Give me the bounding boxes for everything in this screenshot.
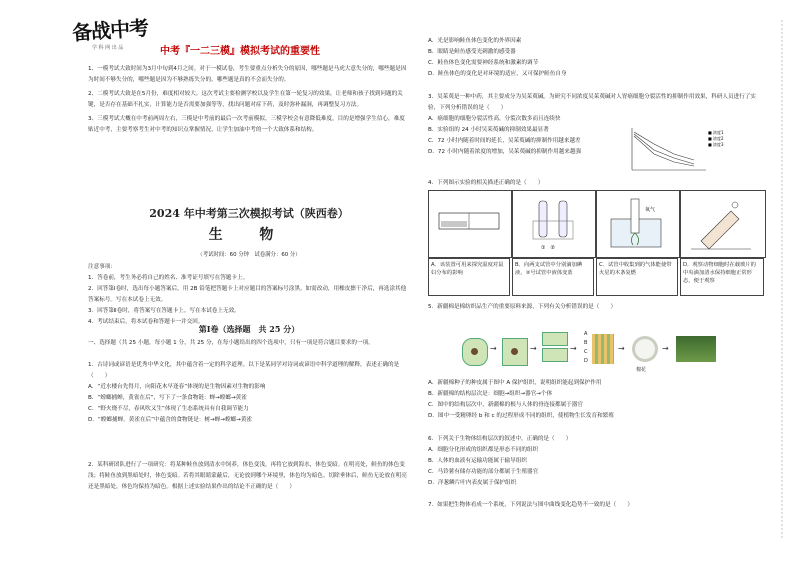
section-text: 一、选择题（共 25 小题，每小题 1 分，共 25 分，在每小题给出的四个选项中，只有一项是符合题目要求的一项。 [88, 340, 374, 346]
cotton-label: 棉花 [636, 367, 647, 373]
option: B．向两支试管中分别滴加碘液，②号试管中液体变蓝 [515, 262, 583, 276]
note-item: 3．回答第Ⅱ卷时，将答案写在答题卡上。写在本试卷上无效。 [88, 308, 240, 314]
cell-stage-2-bottom [542, 348, 568, 362]
question-2-options [428, 36, 764, 80]
option: D．洋葱鳞片叶内表皮属于保护组织 [428, 480, 517, 486]
option: A．细胞分化形成的组织都是形态不同的组织 [428, 447, 539, 453]
arrow-icon: → [490, 344, 497, 353]
inhibition-chart [626, 124, 730, 176]
intro-paragraph: 3、三模考试大概在中考前两周左右，三模是中考前的最后一次考前模拟，三模学校会有意降低难度，目的是增强学生信心，难度贴近中考，主要考察考生对中考的知识点掌握情况，让学生加油中考的一个大致体系和结构。 [88, 116, 405, 133]
arrow-icon: → [530, 344, 537, 353]
option: B．实验组的 24 小时吴茱萸碱的抑制效果最显著 [428, 127, 549, 133]
option-box-a [428, 258, 510, 296]
logo-text: 备战中考 [71, 15, 149, 45]
option: D．“螳螂捕蝉，黄雀在后”中蕴含的食物链是：树→蝉→螳螂→黄雀 [88, 417, 253, 423]
oxygen-collection-diagram [597, 191, 679, 257]
option: B．新疆棉的结构层次是：细胞→组织→器官→个体 [428, 391, 553, 397]
note-item: 4．考试结束后，将本试卷和答题卡一并交回。 [88, 319, 204, 325]
chart-legend-entry: ■ 浓度3 [708, 142, 724, 147]
question-stem: 4．下列图示实验的相关描述正确的是（ ） [428, 180, 544, 186]
cell-stage-2-top [542, 332, 568, 346]
terrarium-diagram [429, 191, 511, 257]
question-4-stem [428, 178, 764, 189]
brand-logo [72, 14, 158, 58]
section-instructions [88, 338, 410, 349]
tissue-labels [584, 330, 588, 366]
option: B．“螳螂捕蝉，黄雀在后”，写下了一条食物链：蝉→螳螂→黄雀 [88, 395, 247, 401]
headline: 中考『一二三模』模拟考试的重要性 [160, 46, 320, 57]
option: D．鲑鱼体色的变化是对环境的适应，又可保护鲑鱼自身 [428, 71, 567, 77]
cell-development-diagram [462, 330, 732, 372]
exam-subject: 生 物 [208, 227, 290, 243]
arrow-icon: → [570, 344, 577, 353]
question-stem: 6．下列关于生物体结构层次的叙述中，正确的是（ ） [428, 436, 572, 442]
option: A．“近水楼台先得月，向阳花木早逢春”体现的是生物因素对生物的影响 [88, 384, 266, 390]
tissue-label: B [584, 340, 588, 346]
option: C．图中的结构层次中，新疆棉的根与人体的骨连接都属于器官 [428, 402, 583, 408]
figure-panel-d [680, 190, 766, 258]
option: C．鲑鱼体色变化需要神经系统和激素的调节 [428, 60, 539, 66]
chart-legend-entry: ■ 浓度1 [708, 130, 724, 135]
figure-panel-b [512, 190, 596, 258]
option: C．72 小时内随着时间的延长，吴茱萸碱的抑制作用越来越差 [428, 138, 581, 144]
notes-heading: 注意事项： [88, 264, 116, 270]
exam-title: 2024 年中考第三次模拟考试（陕西卷） [149, 207, 349, 220]
question-stem: 7．如果把生物体看成一个系统，下列说法与图中曲线变化趋势不一致的是（ ） [428, 502, 633, 508]
tissue-samples [592, 334, 614, 364]
cotton-field [676, 336, 716, 362]
logo-subtext: 学 科 网 出 品 [92, 45, 124, 51]
option: A．癌细胞的细胞分裂活性高，分裂次数多而且连续快 [428, 116, 561, 122]
tissue-label: D [584, 358, 588, 364]
question-1 [88, 360, 410, 426]
exam-info: （考试时间：60 分钟 试卷满分：60 分） [197, 252, 301, 258]
question-5-stem [428, 302, 764, 313]
option: C．试管中收集到的气体能使带火星的木条复燃 [599, 262, 672, 276]
option: D．72 小时内随着浓度的增加，吴茱萸碱的抑制作用越来越强 [428, 149, 582, 155]
option: B．人体的血液有运输功能属于输导组织 [428, 458, 527, 464]
chart-legend-entry: ■ 浓度2 [708, 136, 724, 141]
part-heading: 第Ⅰ卷（选择题 共 25 分） [198, 324, 300, 334]
option: D．图中一受精卵经 b 和 c 的过程形成不同的组织，使植物生长发育和繁殖 [428, 413, 614, 419]
figure-panel-a [428, 190, 512, 258]
tissue-label: A [584, 331, 588, 337]
notes-block [88, 262, 410, 328]
fertilized-egg [462, 338, 488, 366]
question-stem: 3．吴茱萸是一种中药，其主要成分为吴茱萸碱。为研究不同浓度吴茱萸碱对人胃癌细胞分裂活性的抑制作用效果，科研人员进行了实验，下列分析错误的是（ ） [428, 94, 756, 111]
intro-paragraph: 1、一模考试大致时间为3月中旬到4月之间。对于一模试卷，考生要重点分析失分的原因，哪些题是马虎大意失分的，哪些题是因为时间不够失分的，哪些题是因为不够熟练失分的，哪些题是真的不会而失分的。 [88, 66, 407, 83]
option: A．该装置可用来探究温度对鼠妇分布的影响 [431, 262, 504, 276]
option-box-d [680, 258, 764, 296]
question-stem: 5．新疆棉是棉纺织品生产的重要原料来源，下列有关分析错误的是（ ） [428, 304, 617, 310]
option: A．光是影响鲑鱼体色变化的外界因素 [428, 38, 522, 44]
arrow-icon: → [662, 344, 669, 353]
intro-block [88, 64, 410, 139]
tissue-label: C [584, 349, 588, 355]
option: C．“野火烧不尽，春风吹又生”体现了生态系统具有自我调节能力 [88, 406, 249, 412]
arrow-icon: → [618, 344, 625, 353]
slide-preparation-diagram [681, 191, 765, 257]
chart-line-series-1 [634, 132, 694, 160]
test-tubes-diagram [513, 191, 595, 257]
option: B．眼睛是鲑鱼感受光刺激的感受器 [428, 49, 516, 55]
option: C．马铃薯有储存功能的部分都属于生殖器官 [428, 469, 539, 475]
question-5-options [428, 378, 764, 422]
binding-line [776, 20, 788, 540]
figure-panel-c [596, 190, 680, 258]
question-stem: 2．某科研团队进行了一项研究：将某种鲑鱼放到清水中饲养，体色变浅，再将它放到海水，体色变暗。在明亮处，鲑鱼的体色变浅；将鲑鱼放到黑暗处时，体色变暗。若将其眼睛蒙蔽后，无论放到哪个环境里，体色均为暗色。切除垂体后，鲑鱼无论放在明亮还是黑暗处，体色均保持为暗色。根据上述实验结果作出的结论不正确的是（ ） [88, 462, 407, 490]
option: A．新疆棉种子的种皮属于图中 A 保护组织，说明组织能起到保护作用 [428, 380, 602, 386]
option-box-b [512, 258, 594, 296]
intro-paragraph: 2、二模考试大致是在5月份，难度相对较大。这次考试主要检测学校以及学生在第一轮复习的效果，让老师和孩子找到问题的关键，是否存在基础不扎实，计算能力是否需要加强等等，找出问题对症下药，及时弥补漏洞，再调整复习方法。 [88, 91, 403, 108]
question-stem: 1．古诗词或谚语是优秀中华文化，其中蕴含着一定的科学道理。以下是某同学对诗词或谚语中科学道理的解释，表述正确的是（ ） [88, 362, 400, 379]
question-6 [428, 434, 764, 489]
question-3-options [428, 114, 628, 158]
question-2 [88, 460, 410, 493]
option: D．观察动物细胞时在载玻片的中央滴加清水保持细胞正常形态，便于观察 [683, 262, 756, 284]
option-box-c [596, 258, 678, 296]
cell-stage-1 [502, 338, 528, 366]
tube-labels: ① ② [541, 245, 555, 251]
note-item: 2．回答第Ⅰ卷时，选出每小题答案后，用 2B 铅笔把答题卡上对应题目的答案标号涂黑。如需改动，用橡皮擦干净后，再选涂其他答案标号。写在本试卷上无效。 [88, 286, 407, 303]
gas-label: 氧气 [645, 207, 656, 213]
question-7 [428, 500, 764, 511]
note-item: 1．答卷前，考生务必将自己的姓名、准考证号填写在答题卡上。 [88, 275, 249, 281]
cotton-boll [632, 336, 658, 362]
